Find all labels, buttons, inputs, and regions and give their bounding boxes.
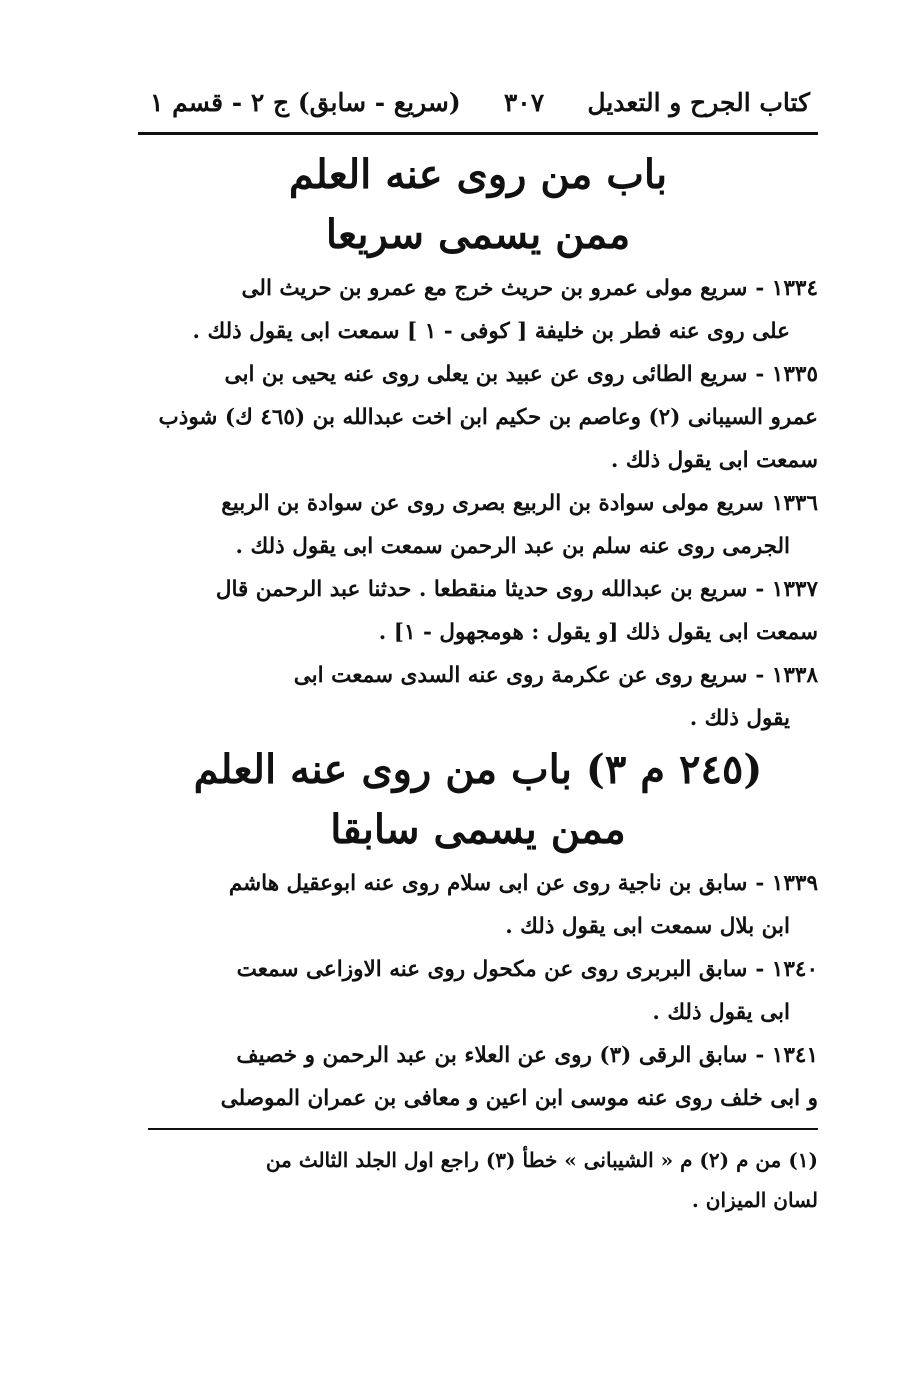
entry-number: ١٣٣٤ -: [755, 276, 818, 301]
entry-number: ١٣٣٨ -: [755, 663, 818, 688]
entry-text: على روى عنه فطر بن خليفة [ كوفى - ١ ] سمعت ابى يقول ذلك .: [192, 319, 790, 344]
entry-1335: [138, 353, 818, 482]
footnote-line: (١) من م (٢) م « الشيبانى » خطأ (٣) راجع اول الجلد الثالث من: [265, 1148, 818, 1172]
entry-text: سريع روى عن عكرمة روى عنه السدى سمعت ابى: [293, 663, 748, 688]
entry-1336: [138, 482, 818, 568]
entry-number: ١٣٣٩ -: [755, 871, 818, 896]
book-title: كتاب الجرح و التعديل: [587, 88, 810, 117]
entry-line: [138, 948, 818, 991]
section-subheading-2: ممن يسمى سابقا: [330, 806, 626, 853]
entry-line: [138, 568, 818, 611]
entry-1339: [138, 862, 818, 948]
footnote-line: لسان الميزان .: [691, 1188, 818, 1212]
footnotes: [138, 1130, 818, 1220]
entry-number: ١٣٣٦: [771, 491, 818, 516]
entries-sariq: [138, 267, 818, 740]
entry-1338: [138, 654, 818, 740]
entry-number: ١٣٤٠ -: [755, 957, 818, 982]
entry-line: [138, 267, 818, 310]
entry-number: ١٣٣٧ -: [755, 577, 818, 602]
entry-text: الجرمى روى عنه سلم بن عبد الرحمن سمعت ابى يقول ذلك .: [235, 534, 790, 559]
entry-line: [138, 1034, 818, 1077]
entry-line: [138, 654, 818, 697]
entry-1337: [138, 568, 818, 654]
entry-number: ١٣٣٥ -: [755, 362, 818, 387]
entry-text: سريع الطائى روى عن عبيد بن يعلى روى عنه يحيى بن ابى: [224, 362, 748, 387]
entry-text: سمعت ابى يقول ذلك [و يقول : هومجهول - ١] .: [378, 620, 818, 645]
entry-line: [138, 353, 818, 396]
entry-text: يقول ذلك .: [689, 706, 790, 731]
section-heading-1: باب من روى عنه العلم: [288, 151, 668, 198]
running-header: [138, 88, 818, 135]
entry-line: [138, 862, 818, 905]
entry-text: سابق الرقى (٣) روى عن العلاء بن عبد الرحمن و خصيف: [236, 1043, 748, 1068]
entry-number: ١٣٤١ -: [755, 1043, 818, 1068]
entry-text: سريع بن عبدالله روى حديثا منقطعا . حدثنا عبد الرحمن قال: [215, 577, 748, 602]
entries-sabiq: [138, 862, 818, 1120]
entry-1340: [138, 948, 818, 1034]
entry-text: و ابى خلف روى عنه موسى ابن اعين و معافى بن عمران الموصلى: [220, 1086, 818, 1111]
document-page: [138, 88, 818, 1220]
entry-text: سابق بن ناجية روى عن ابى سلام روى عنه ابوعقيل هاشم: [228, 871, 748, 896]
entry-text: سريع مولى سوادة بن الربيع بصرى روى عن سوادة بن الربيع: [221, 491, 764, 516]
page-number: ٣٠٧: [503, 88, 545, 117]
section-subheading-1: ممن يسمى سريعا: [325, 211, 631, 258]
entry-text: سريع مولى عمرو بن حريث خرج مع عمرو بن حريث الى: [241, 276, 748, 301]
entry-1334: [138, 267, 818, 353]
entry-1341: [138, 1034, 818, 1120]
entry-text: عمرو السيبانى (٢) وعاصم بن حكيم ابن اخت عبدالله بن (٤٦٥ ك) شوذب: [158, 405, 818, 430]
entry-text: سمعت ابى يقول ذلك .: [610, 448, 818, 473]
entry-line: [138, 482, 818, 525]
entry-text: سابق البربرى روى عن مكحول روى عنه الاوزاعى سمعت: [236, 957, 748, 982]
entry-text: ابى يقول ذلك .: [652, 1000, 790, 1025]
entry-text: ابن بلال سمعت ابى يقول ذلك .: [505, 914, 790, 939]
section-heading-2: (٢٤٥ م ٣) باب من روى عنه العلم: [193, 746, 763, 793]
section-range: (سريع - سابق) ج ٢ - قسم ١: [150, 88, 461, 117]
